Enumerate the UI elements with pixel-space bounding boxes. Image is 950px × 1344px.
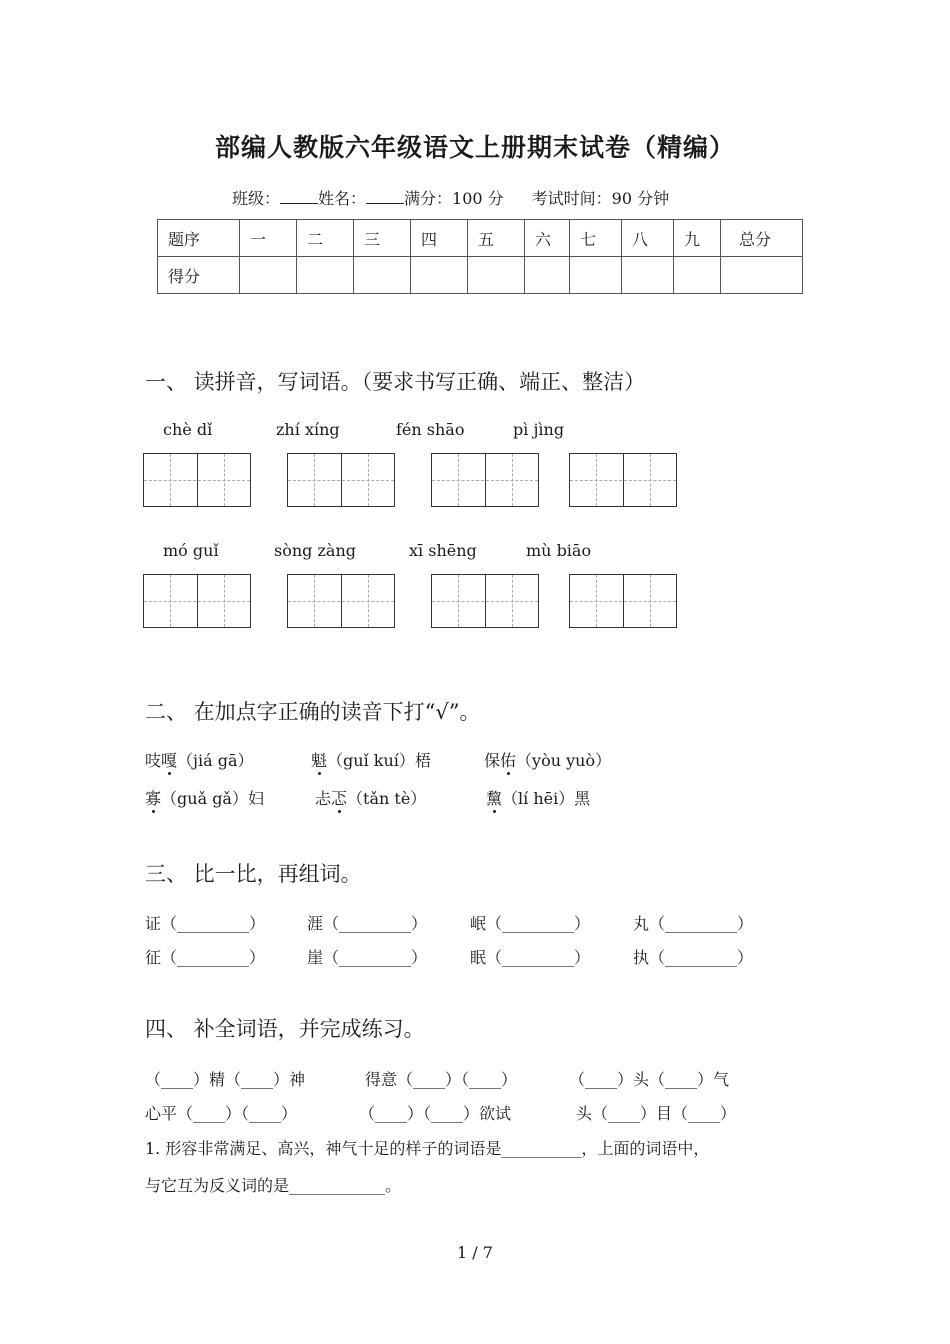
- pinyin-options[interactable]: （tǎn tè）: [347, 789, 427, 808]
- idiom-item[interactable]: 头（____）目（____）: [576, 1104, 737, 1123]
- score-cell[interactable]: [240, 257, 297, 294]
- writing-grid[interactable]: [569, 453, 677, 507]
- score-cell[interactable]: [570, 257, 622, 294]
- score-row: [158, 257, 803, 294]
- dotted-char: 嘎: [161, 748, 177, 771]
- pinyin: chè dǐ: [163, 420, 213, 439]
- reading-item: [145, 786, 264, 809]
- pinyin-options[interactable]: （lí hēi）黑: [502, 789, 591, 808]
- pinyin-options[interactable]: （guǐ kuí）梧: [327, 751, 431, 770]
- score-cell[interactable]: [622, 257, 674, 294]
- score-cell[interactable]: [411, 257, 468, 294]
- pinyin: fén shāo: [396, 420, 465, 439]
- writing-grid[interactable]: [569, 574, 677, 628]
- idiom-item[interactable]: 得意（____）（____）: [365, 1070, 518, 1089]
- score-cell[interactable]: [297, 257, 354, 294]
- score-cell[interactable]: [354, 257, 411, 294]
- header-cell: 七: [570, 220, 622, 257]
- pinyin: mó guǐ: [163, 541, 219, 560]
- exam-time: 考试时间：90 分钟: [531, 189, 670, 208]
- reading-item: [315, 786, 426, 809]
- reading-item: [484, 748, 611, 771]
- compare-item[interactable]: 证（_________）: [145, 914, 266, 933]
- section-2-title: 二、 在加点字正确的读音下打“√”。: [145, 700, 481, 724]
- header-cell: 九: [674, 220, 721, 257]
- section-4-title: 四、 补全词语，并完成练习。: [145, 1017, 425, 1041]
- pinyin: mù biāo: [526, 541, 592, 560]
- header-cell: 六: [525, 220, 570, 257]
- dotted-char: 黧: [486, 786, 502, 809]
- idiom-item[interactable]: （____）精（____）神: [145, 1070, 306, 1089]
- header-cell: 题序: [158, 220, 240, 257]
- page-title: 部编人教版六年级语文上册期末试卷（精编）: [214, 133, 735, 162]
- pinyin-options[interactable]: （jiá gā）: [177, 751, 254, 770]
- compare-item[interactable]: 岷（_________）: [470, 914, 591, 933]
- writing-grid[interactable]: [431, 453, 539, 507]
- section-3-title: 三、 比一比，再组词。: [145, 862, 362, 886]
- pinyin-options[interactable]: （yòu yuò）: [516, 751, 612, 770]
- score-header-row: [158, 220, 803, 257]
- question-1-line-2: 与它互为反义词的是____________。: [145, 1176, 402, 1195]
- writing-grid[interactable]: [287, 574, 395, 628]
- idiom-item[interactable]: （____）（____）欲试: [359, 1104, 512, 1123]
- pinyin: zhí xíng: [276, 420, 340, 439]
- score-table: [157, 219, 803, 294]
- dotted-char: 佑: [500, 748, 516, 771]
- idiom-item[interactable]: 心平（____）（____）: [145, 1104, 298, 1123]
- score-cell[interactable]: [525, 257, 570, 294]
- compare-item[interactable]: 征（_________）: [145, 948, 266, 967]
- writing-grid[interactable]: [431, 574, 539, 628]
- dotted-char: 忑: [331, 786, 347, 809]
- header-cell: 一: [240, 220, 297, 257]
- class-blank: [280, 202, 318, 204]
- pinyin: pì jìng: [513, 420, 565, 439]
- class-label: 班级：: [232, 189, 281, 208]
- score-cell[interactable]: [674, 257, 721, 294]
- writing-grid[interactable]: [287, 453, 395, 507]
- pinyin: xī shēng: [409, 541, 477, 560]
- writing-grid[interactable]: [143, 574, 251, 628]
- compare-item[interactable]: 执（_________）: [633, 948, 754, 967]
- reading-item: [311, 748, 431, 771]
- score-cell[interactable]: [721, 257, 803, 294]
- header-cell: 八: [622, 220, 674, 257]
- pinyin: sòng zàng: [274, 541, 356, 560]
- compare-item[interactable]: 丸（_________）: [633, 914, 754, 933]
- header-cell: 二: [297, 220, 354, 257]
- compare-item[interactable]: 崖（_________）: [307, 948, 428, 967]
- name-blank: [366, 202, 404, 204]
- exam-meta: [232, 186, 669, 209]
- dotted-char: 寡: [145, 786, 161, 809]
- reading-item: [486, 786, 590, 809]
- char: 吱: [145, 751, 162, 770]
- char: 保: [484, 751, 501, 770]
- section-1-title: 一、 读拼音，写词语。（要求书写正确、端正、整洁）: [145, 370, 646, 394]
- name-label: 姓名：: [318, 189, 367, 208]
- page-number: 1 / 7: [457, 1243, 493, 1262]
- compare-item[interactable]: 涯（_________）: [307, 914, 428, 933]
- header-cell: 总分: [721, 220, 803, 257]
- header-cell: 五: [468, 220, 525, 257]
- header-cell: 三: [354, 220, 411, 257]
- dotted-char: 魁: [311, 748, 327, 771]
- idiom-item[interactable]: （____）头（____）气: [569, 1070, 730, 1089]
- compare-item[interactable]: 眠（_________）: [470, 948, 591, 967]
- full-score: 满分：100 分: [404, 189, 504, 208]
- score-row-label: 得分: [158, 257, 240, 294]
- header-cell: 四: [411, 220, 468, 257]
- pinyin-options[interactable]: （guǎ gǎ）妇: [161, 789, 264, 808]
- question-1-line-1: 1. 形容非常满足、高兴，神气十足的样子的词语是__________，上面的词语中，: [145, 1139, 710, 1158]
- char: 忐: [315, 789, 332, 808]
- score-cell[interactable]: [468, 257, 525, 294]
- reading-item: [145, 748, 254, 771]
- writing-grid[interactable]: [143, 453, 251, 507]
